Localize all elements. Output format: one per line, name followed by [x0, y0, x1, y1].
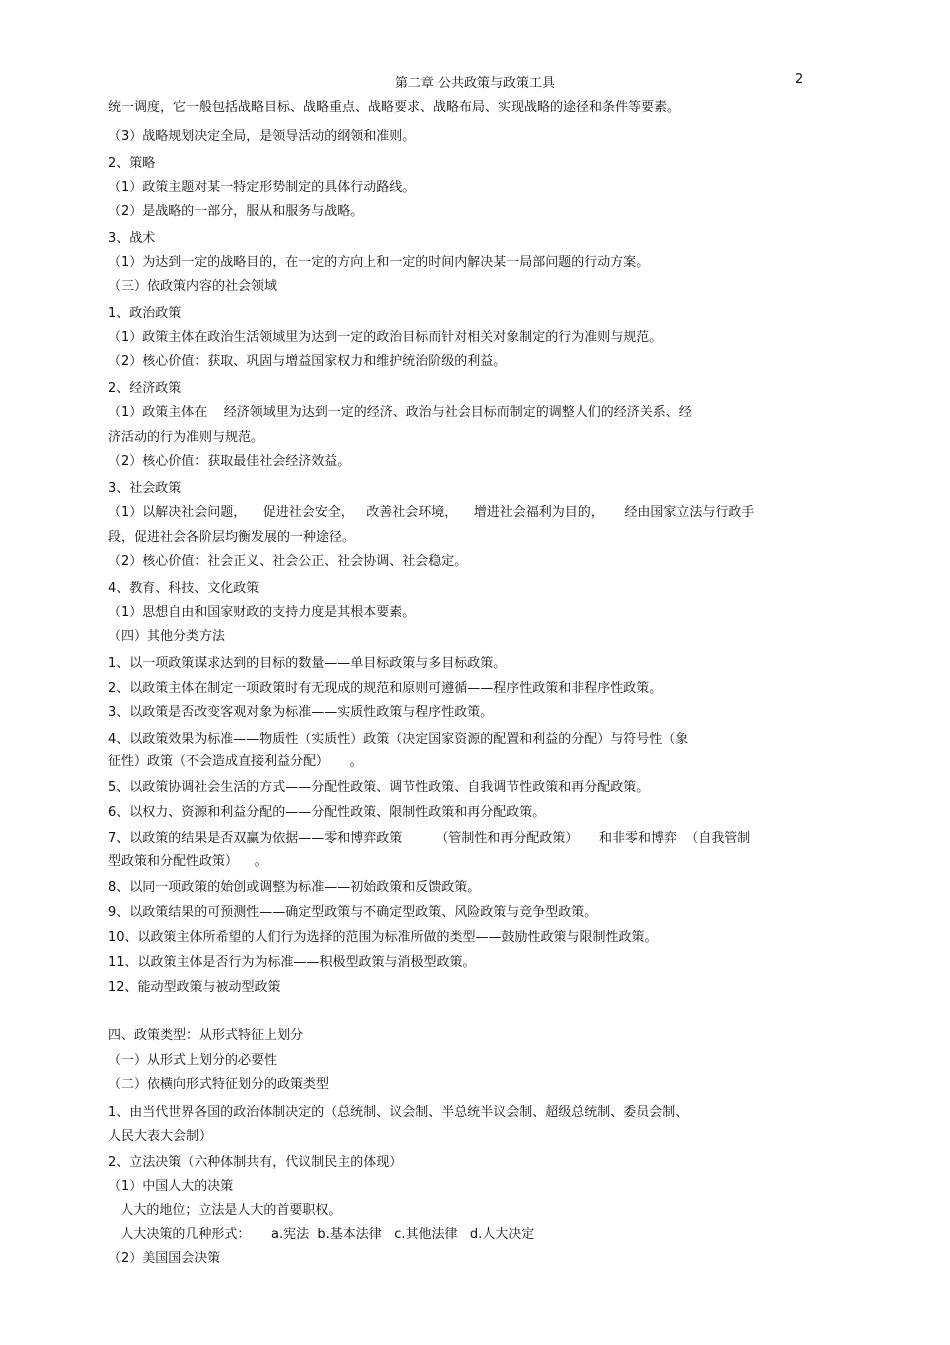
page-number: 2	[795, 72, 804, 87]
heading: （四）其他分类方法	[108, 629, 226, 644]
heading: （一）从形式上划分的必要性	[108, 1053, 278, 1068]
text-line: 4、以政策效果为标准——物质性（实质性）政策（决定国家资源的配置和利益的分配）与符号性（象	[108, 732, 689, 747]
text-line: 1、由当代世界各国的政治体制决定的（总统制、议会制、半总统半议会制、超级总统制、委员会制、	[108, 1105, 689, 1120]
text-line: （1）为达到一定的战略目的，在一定的方向上和一定的时间内解决某一局部问题的行动方案。	[108, 255, 650, 270]
text-line: 7、以政策的结果是否双赢为依据——零和博弈政策 （管制性和再分配政策） 和非零和博弈 （自我管制	[108, 831, 751, 846]
text-line: （2）核心价值：社会正义、社会公正、社会协调、社会稳定。	[108, 554, 468, 569]
text-line: 12、能动型政策与被动型政策	[108, 980, 281, 995]
heading: 3、社会政策	[108, 481, 182, 496]
text-line: 段，促进社会各阶层均衡发展的一种途径。	[108, 530, 356, 545]
text-line: 8、以同一项政策的始创或调整为标准——初始政策和反馈政策。	[108, 880, 481, 895]
text-line: （2）是战略的一部分，服从和服务与战略。	[108, 204, 364, 219]
text-line: 5、以政策协调社会生活的方式——分配性政策、调节性政策、自我调节性政策和再分配政策。	[108, 780, 650, 795]
text-line: 型政策和分配性政策） 。	[108, 854, 268, 869]
text-line: 人民大表大会制）	[108, 1129, 213, 1144]
text-line: （2）美国国会决策	[108, 1251, 221, 1266]
text-line: （1）政策主题对某一特定形势制定的具体行动路线。	[108, 180, 416, 195]
page-header	[0, 72, 950, 92]
text-line: 11、以政策主体是否行为为标准——积极型政策与消极型政策。	[108, 955, 476, 970]
heading: （二）依横向形式特征划分的政策类型	[108, 1077, 330, 1092]
section-heading: 四、政策类型：从形式特征上划分	[108, 1028, 304, 1043]
text-line: 人大决策的几种形式： a.宪法 b.基本法律 c.其他法律 d.人大决定	[108, 1227, 535, 1242]
text-line: （1）政策主体在 经济领域里为达到一定的经济、政治与社会目标而制定的调整人们的经济关系、经	[108, 405, 692, 420]
text-line: 人大的地位；立法是人大的首要职权。	[108, 1203, 342, 1218]
text-line: （2）核心价值：获取、巩固与增益国家权力和维护统治阶级的利益。	[108, 354, 507, 369]
heading: 2、策略	[108, 156, 156, 171]
text-line: （1）政策主体在政治生活领域里为达到一定的政治目标而针对相关对象制定的行为准则与规范。	[108, 330, 663, 345]
text-line: 济活动的行为准则与规范。	[108, 430, 265, 445]
text-line: 3、以政策是否改变客观对象为标准——实质性政策与程序性政策。	[108, 705, 494, 720]
heading: 2、经济政策	[108, 381, 182, 396]
chapter-title: 第二章 公共政策与政策工具	[394, 76, 556, 91]
text-line: 10、以政策主体所希望的人们行为选择的范围为标准所做的类型——鼓励性政策与限制性政策。	[108, 930, 658, 945]
text-line: 征性）政策（不会造成直接利益分配） 。	[108, 754, 363, 769]
text-line: 2、以政策主体在制定一项政策时有无现成的规范和原则可遵循——程序性政策和非程序性政策。	[108, 681, 663, 696]
text-line: 6、以权力、资源和利益分配的——分配性政策、限制性政策和再分配政策。	[108, 805, 546, 820]
text-line: 1、以一项政策谋求达到的目标的数量——单目标政策与多目标政策。	[108, 656, 507, 671]
text-line: 统一调度，它一般包括战略目标、战略重点、战略要求、战略布局、实现战略的途径和条件等要素。	[108, 100, 681, 115]
heading: （三）依政策内容的社会领域	[108, 279, 278, 294]
heading: 1、政治政策	[108, 306, 182, 321]
heading: 3、战术	[108, 231, 156, 246]
text-line: （2）核心价值：获取最佳社会经济效益。	[108, 454, 351, 469]
text-line: （1）以解决社会问题， 促进社会安全， 改善社会环境， 增进社会福利为目的， 经由国家立法与行政手	[108, 505, 755, 520]
text-line: 2、立法决策（六种体制共有，代议制民主的体现）	[108, 1155, 403, 1170]
text-line: 9、以政策结果的可预测性——确定型政策与不确定型政策、风险政策与竞争型政策。	[108, 905, 598, 920]
text-line: （1）思想自由和国家财政的支持力度是其根本要素。	[108, 605, 416, 620]
heading: 4、教育、科技、文化政策	[108, 581, 260, 596]
text-line: （1）中国人大的决策	[108, 1179, 234, 1194]
text-line: （3）战略规划决定全局，是领导活动的纲领和准则。	[108, 129, 416, 144]
